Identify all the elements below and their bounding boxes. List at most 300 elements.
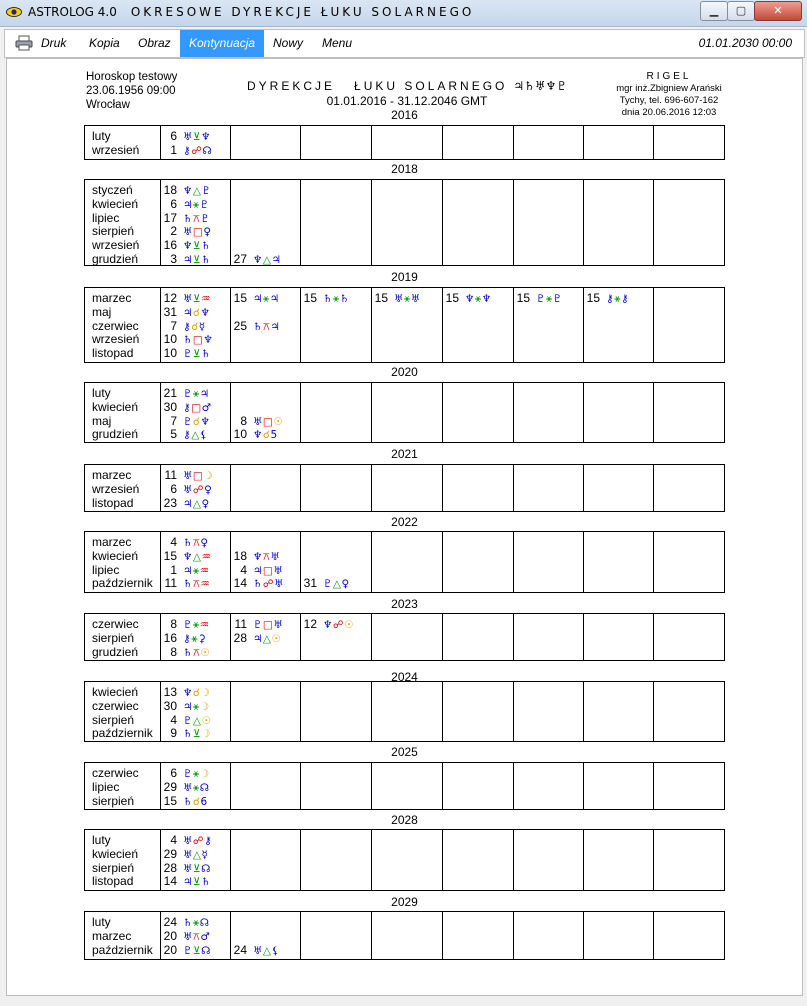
event-day: 15	[586, 291, 600, 305]
aspect-glyphs	[183, 551, 211, 563]
aspect-glyphs	[183, 565, 210, 577]
event-day: 4	[170, 833, 177, 847]
planet-symbol: ♇	[199, 198, 210, 211]
planet-symbol: ♒	[201, 293, 212, 305]
aspect-symbol: ☍	[192, 835, 205, 847]
menu-bar	[4, 29, 805, 58]
planet-symbol: ♃	[183, 876, 193, 889]
planet-symbol: ♄	[183, 212, 193, 225]
close-button[interactable]: ✕	[754, 1, 802, 21]
planet-symbol: ♃	[183, 564, 193, 577]
aspect-glyphs	[606, 293, 629, 305]
month-name: czerwiec	[92, 766, 139, 780]
aspect-symbol: ⚹	[192, 917, 200, 929]
month-name: maj	[92, 304, 112, 319]
planet-symbol: ♅	[273, 619, 284, 631]
column-divider	[160, 126, 161, 159]
column-divider	[230, 532, 231, 592]
aspect-event	[163, 727, 211, 742]
aspect-glyphs	[183, 768, 210, 780]
planet-symbol: ⚷	[183, 429, 192, 442]
column-divider	[160, 465, 161, 511]
month-name: wrzesień	[92, 238, 140, 253]
planet-symbol: ♆	[200, 415, 211, 428]
menu-item-nowy[interactable]: Nowy	[273, 36, 304, 50]
column-divider	[513, 383, 514, 442]
month-name: styczeń	[92, 183, 133, 197]
planet-symbol: ♄	[183, 917, 193, 929]
planet-symbol: ♅	[183, 483, 193, 496]
planet-symbol: ♅	[183, 470, 193, 482]
planet-symbol: ☊	[202, 144, 213, 157]
column-divider	[513, 682, 514, 741]
planet-symbol: ♄	[253, 578, 263, 591]
month-list	[92, 834, 138, 889]
maximize-button[interactable]: ▢	[727, 1, 755, 21]
column-divider	[653, 682, 654, 741]
aspect-glyphs	[253, 565, 283, 577]
aspect-symbol: △	[192, 497, 202, 510]
planet-symbol: ♆	[183, 240, 193, 253]
event-day: 11	[234, 617, 247, 631]
planet-symbol: ☊	[199, 781, 210, 794]
planet-symbol: ♅	[183, 848, 193, 861]
event-day: 1	[170, 562, 177, 577]
aspect-symbol: △	[262, 944, 272, 957]
year-label: 2028	[391, 813, 418, 827]
aspect-event	[374, 292, 421, 307]
aspect-glyphs	[183, 835, 212, 847]
aspect-glyphs	[183, 199, 210, 211]
event-day: 29	[163, 779, 177, 794]
planet-symbol: ♇	[183, 768, 193, 780]
month-name: luty	[92, 129, 111, 143]
aspect-glyphs	[183, 537, 209, 549]
aspect-glyphs	[253, 633, 281, 645]
planet-symbol: ♄	[253, 320, 263, 333]
aspect-glyphs	[183, 293, 211, 305]
planet-symbol: ♃	[183, 254, 193, 266]
aspect-symbol: ⚻	[192, 212, 201, 225]
author-name: mgr inż.Zbigniew Arański	[616, 83, 722, 94]
planet-symbol: ♅	[253, 944, 263, 957]
column-divider	[442, 288, 443, 362]
event-day: 6	[170, 129, 177, 143]
column-divider	[371, 830, 372, 890]
planet-symbol: ♄	[183, 795, 193, 808]
aspect-event	[233, 320, 280, 335]
aspect-symbol: □	[262, 619, 274, 631]
aspect-glyphs	[183, 213, 210, 225]
planet-symbol: ♃	[253, 564, 263, 577]
column-divider	[442, 912, 443, 959]
planet-symbol: ⚷	[621, 293, 630, 305]
planet-symbol: ♇	[323, 578, 333, 591]
planet-symbol: ♃	[253, 293, 263, 305]
aspect-glyphs	[183, 226, 212, 238]
menu-item-menu[interactable]: Menu	[322, 36, 353, 50]
column-divider	[300, 288, 301, 362]
month-name: wrzesień	[92, 142, 140, 157]
aspect-glyphs	[183, 687, 210, 699]
planet-symbol: ♇	[552, 293, 563, 305]
aspect-symbol: ⚹	[262, 293, 270, 305]
year-table-2016	[84, 125, 725, 160]
aspect-event	[163, 646, 210, 661]
aspect-symbol: △	[191, 429, 200, 442]
event-day: 6	[170, 481, 177, 496]
event-day: 16	[163, 238, 177, 253]
aspect-glyphs	[183, 796, 208, 808]
column-divider	[653, 126, 654, 159]
menu-item-obraz[interactable]: Obraz	[138, 36, 171, 50]
aspect-glyphs	[183, 849, 208, 861]
month-name: kwiecień	[92, 399, 139, 414]
aspect-glyphs	[183, 429, 208, 441]
month-name: sierpień	[92, 712, 135, 727]
month-list	[92, 292, 139, 361]
planet-symbol: ♂	[200, 930, 211, 943]
aspect-symbol: △	[192, 550, 202, 563]
column-divider	[653, 532, 654, 592]
aspect-symbol: △	[332, 578, 342, 591]
planet-symbol: ♃	[271, 254, 282, 266]
aspect-glyphs	[183, 917, 210, 929]
aspect-glyphs	[183, 945, 211, 957]
aspect-glyphs	[183, 578, 210, 590]
column-divider	[442, 180, 443, 265]
chart-info	[86, 70, 177, 112]
column-divider	[513, 180, 514, 265]
column-divider	[300, 126, 301, 159]
report-title: DYREKCJE ŁUKU SOLARNEGO	[247, 79, 508, 93]
aspect-event	[233, 253, 281, 268]
year-label: 2021	[391, 447, 418, 461]
year-label: 2018	[391, 162, 418, 176]
column-divider	[371, 532, 372, 592]
aspect-glyphs	[183, 145, 212, 157]
aspect-symbol: ☍	[191, 144, 203, 157]
event-day: 15	[516, 291, 530, 305]
column-divider	[230, 830, 231, 890]
aspect-symbol: △	[192, 714, 202, 727]
event-day: 12	[303, 617, 317, 631]
event-day: 28	[163, 860, 177, 875]
planet-symbol: ☿	[201, 848, 209, 861]
month-list	[92, 767, 139, 808]
month-name: sierpień	[92, 860, 135, 875]
event-day: 6	[170, 766, 177, 780]
year-table-2024	[84, 681, 725, 742]
event-day: 16	[163, 630, 177, 645]
menu-item-druk[interactable]: Druk	[41, 36, 67, 50]
chart-birth-datetime: 23.06.1956 09:00	[86, 85, 176, 97]
aspect-symbol: ⊻	[192, 254, 202, 266]
column-divider	[653, 912, 654, 959]
month-list	[92, 686, 153, 741]
aspect-symbol: ⚹	[192, 564, 200, 577]
aspect-symbol: ⚹	[192, 198, 200, 211]
column-divider	[230, 180, 231, 265]
aspect-glyphs	[183, 307, 210, 319]
event-day: 10	[163, 346, 177, 361]
planet-symbol: ♆	[200, 306, 211, 319]
column-divider	[230, 912, 231, 959]
column-divider	[653, 614, 654, 660]
event-day: 4	[170, 535, 177, 549]
aspect-glyphs	[253, 416, 283, 428]
planet-symbol: ☽	[199, 768, 210, 780]
aspect-glyphs	[253, 254, 281, 266]
column-divider	[513, 912, 514, 959]
event-day: 15	[303, 291, 317, 305]
planet-symbol: ☉	[201, 714, 212, 727]
aspect-symbol: ☌	[192, 687, 201, 699]
aspect-event	[303, 618, 354, 633]
year-table-2019	[84, 287, 725, 363]
year-table-2021	[84, 464, 725, 512]
planet-symbol: ♃	[183, 700, 193, 713]
planet-symbol: ♆	[183, 185, 193, 197]
event-day: 14	[233, 576, 247, 591]
planet-symbol: ♇	[253, 619, 263, 631]
column-divider	[653, 383, 654, 442]
column-divider	[583, 288, 584, 362]
aspect-event	[163, 253, 211, 268]
event-day: 15	[445, 291, 459, 305]
aspect-glyphs	[183, 647, 210, 659]
menu-item-kopia[interactable]: Kopia	[89, 36, 120, 50]
year-label: 2020	[391, 365, 418, 379]
planet-symbol: ☽	[201, 728, 212, 741]
year-table-2023	[84, 613, 725, 661]
month-name: sierpień	[92, 224, 135, 239]
event-day: 29	[163, 846, 177, 861]
event-day: 4	[170, 712, 177, 727]
event-day: 11	[164, 468, 177, 482]
aspect-event	[163, 577, 210, 592]
month-name: listopad	[92, 346, 134, 361]
aspect-glyphs	[323, 578, 350, 590]
event-day: 15	[374, 291, 388, 305]
month-list	[92, 184, 139, 267]
column-divider	[230, 465, 231, 511]
column-divider	[442, 614, 443, 660]
year-table-2022	[84, 531, 725, 593]
menu-item-kontynuacja[interactable]: Kontynuacja	[180, 30, 264, 57]
aspect-symbol: ⚻	[262, 550, 271, 563]
column-divider	[583, 763, 584, 809]
column-divider	[160, 180, 161, 265]
aspect-glyphs	[183, 863, 211, 875]
column-divider	[160, 763, 161, 809]
planet-symbol: ♄	[183, 537, 193, 549]
column-divider	[230, 682, 231, 741]
aspect-glyphs	[183, 240, 211, 252]
month-list	[92, 916, 153, 957]
aspect-glyphs	[183, 416, 210, 428]
month-name: grudzień	[92, 251, 139, 266]
aspect-glyphs	[183, 876, 211, 888]
aspect-symbol: ⚻	[192, 578, 201, 591]
window-subtitle: OKRESOWE DYREKCJE ŁUKU SOLARNEGO	[130, 5, 475, 19]
month-list	[92, 469, 139, 510]
planet-symbol: ♅	[183, 930, 193, 943]
aspect-symbol: ⊻	[192, 862, 202, 875]
column-divider	[371, 288, 372, 362]
column-divider	[300, 532, 301, 592]
column-divider	[513, 465, 514, 511]
planet-symbol: ☉	[200, 646, 211, 659]
event-day: 6	[170, 196, 177, 211]
planet-symbol: ♀	[201, 497, 210, 510]
aspect-symbol: ⊻	[192, 293, 202, 305]
aspect-glyphs	[183, 185, 211, 197]
event-day: 31	[303, 576, 317, 591]
planet-symbol: ♒	[199, 619, 210, 631]
month-name: kwiecień	[92, 196, 139, 211]
planet-symbol: ♃	[253, 632, 263, 645]
planet-symbol: ⚸	[271, 944, 280, 957]
aspect-symbol: □	[192, 334, 204, 347]
current-datetime: 01.01.2030 00:00	[698, 36, 792, 50]
planet-symbol: ♄	[323, 293, 333, 305]
aspect-glyphs	[394, 293, 421, 305]
event-day: 8	[170, 617, 177, 631]
aspect-event	[445, 292, 492, 307]
aspect-symbol: ⚻	[192, 646, 201, 659]
column-divider	[371, 383, 372, 442]
month-name: listopad	[92, 495, 134, 510]
aspect-symbol: ⊻	[192, 240, 202, 253]
planet-symbol: ♇	[183, 714, 193, 727]
event-day: 15	[233, 291, 247, 305]
planet-symbol: ⚷	[606, 293, 615, 305]
report-date: dnia 20.06.2016 12:03	[621, 107, 717, 118]
aspect-glyphs	[253, 578, 284, 590]
aspect-symbol: □	[262, 564, 274, 577]
column-divider	[371, 912, 372, 959]
month-name: grudzień	[92, 427, 139, 442]
aspect-glyphs	[323, 619, 354, 631]
aspect-glyphs	[183, 334, 213, 346]
column-divider	[160, 912, 161, 959]
column-divider	[442, 763, 443, 809]
planet-symbol: ♆	[183, 550, 193, 563]
column-divider	[300, 830, 301, 890]
column-divider	[371, 614, 372, 660]
aspect-glyphs	[183, 728, 211, 740]
planet-symbol: ♀	[204, 483, 213, 496]
aspect-symbol: ⚹	[192, 781, 200, 794]
month-list	[92, 387, 138, 442]
year-label: 2019	[391, 270, 418, 284]
planet-symbol: ☉	[273, 415, 284, 428]
planet-symbol: ♆	[465, 293, 475, 305]
planet-symbol: ♅	[274, 578, 284, 591]
planet-symbol: ♒	[200, 578, 211, 591]
month-name: luty	[92, 915, 111, 929]
aspect-symbol: □	[191, 401, 202, 414]
aspect-symbol: ⚹	[403, 293, 411, 305]
aspect-symbol: ⚹	[545, 293, 553, 305]
printer-icon[interactable]	[15, 35, 33, 51]
aspect-event	[303, 577, 350, 592]
planet-symbol: ♂	[201, 401, 212, 414]
aspect-symbol: ☌	[262, 429, 271, 442]
aspect-glyphs	[183, 470, 213, 482]
event-day: 11	[164, 576, 177, 591]
aspect-glyphs	[183, 498, 210, 510]
planet-symbol: ♀	[203, 226, 212, 239]
event-day: 24	[233, 942, 247, 957]
column-divider	[513, 126, 514, 159]
planet-symbol: ♇	[200, 212, 211, 225]
aspect-event	[233, 577, 284, 592]
aspect-glyphs	[183, 782, 210, 794]
column-divider	[371, 126, 372, 159]
month-name: lipiec	[92, 210, 120, 225]
event-day: 1	[170, 142, 177, 157]
event-day: 15	[163, 548, 177, 563]
aspect-event	[163, 347, 211, 362]
event-day: 2	[170, 224, 177, 239]
month-list	[92, 536, 153, 591]
aspect-event	[163, 875, 211, 890]
app-title: ASTROLOG 4.0	[28, 5, 117, 19]
column-divider	[371, 180, 372, 265]
author-contact: Tychy, tel. 696-607-162	[619, 95, 719, 106]
year-label: 2016	[391, 108, 418, 122]
planet-symbol: ♃	[183, 198, 193, 211]
month-name: październik	[92, 726, 153, 741]
column-divider	[583, 465, 584, 511]
minimize-button[interactable]: ▁	[700, 1, 728, 21]
aspect-glyphs	[183, 321, 206, 333]
column-divider	[513, 763, 514, 809]
column-divider	[442, 383, 443, 442]
aspect-glyphs	[323, 293, 350, 305]
report-page	[6, 58, 803, 996]
planet-symbol: ⚷	[183, 632, 192, 645]
year-table-2028	[84, 829, 725, 891]
column-divider	[160, 830, 161, 890]
aspect-symbol: ⚹	[192, 768, 200, 780]
planet-symbol: ☉	[271, 632, 282, 645]
aspect-symbol: □	[262, 415, 274, 428]
aspect-glyphs	[183, 388, 210, 400]
month-name: październik	[92, 942, 153, 957]
planet-symbol: ♄	[183, 646, 193, 659]
planet-symbol: ♆	[323, 619, 333, 631]
aspect-glyphs	[183, 701, 210, 713]
planet-symbol: ♄	[201, 876, 212, 889]
aspect-symbol: ⚻	[192, 537, 201, 549]
aspect-event	[303, 292, 350, 307]
month-name: wrzesień	[92, 481, 140, 496]
column-divider	[583, 830, 584, 890]
planet-symbol: ☊	[201, 944, 211, 957]
column-divider	[513, 288, 514, 362]
event-day: 30	[163, 399, 177, 414]
column-divider	[583, 383, 584, 442]
event-day: 10	[163, 332, 177, 347]
aspect-event	[233, 632, 281, 647]
planet-symbol: ⚸	[199, 429, 208, 442]
aspect-symbol: ⚹	[332, 293, 340, 305]
planet-symbol: ♅	[183, 293, 193, 305]
event-day: 23	[163, 495, 177, 510]
